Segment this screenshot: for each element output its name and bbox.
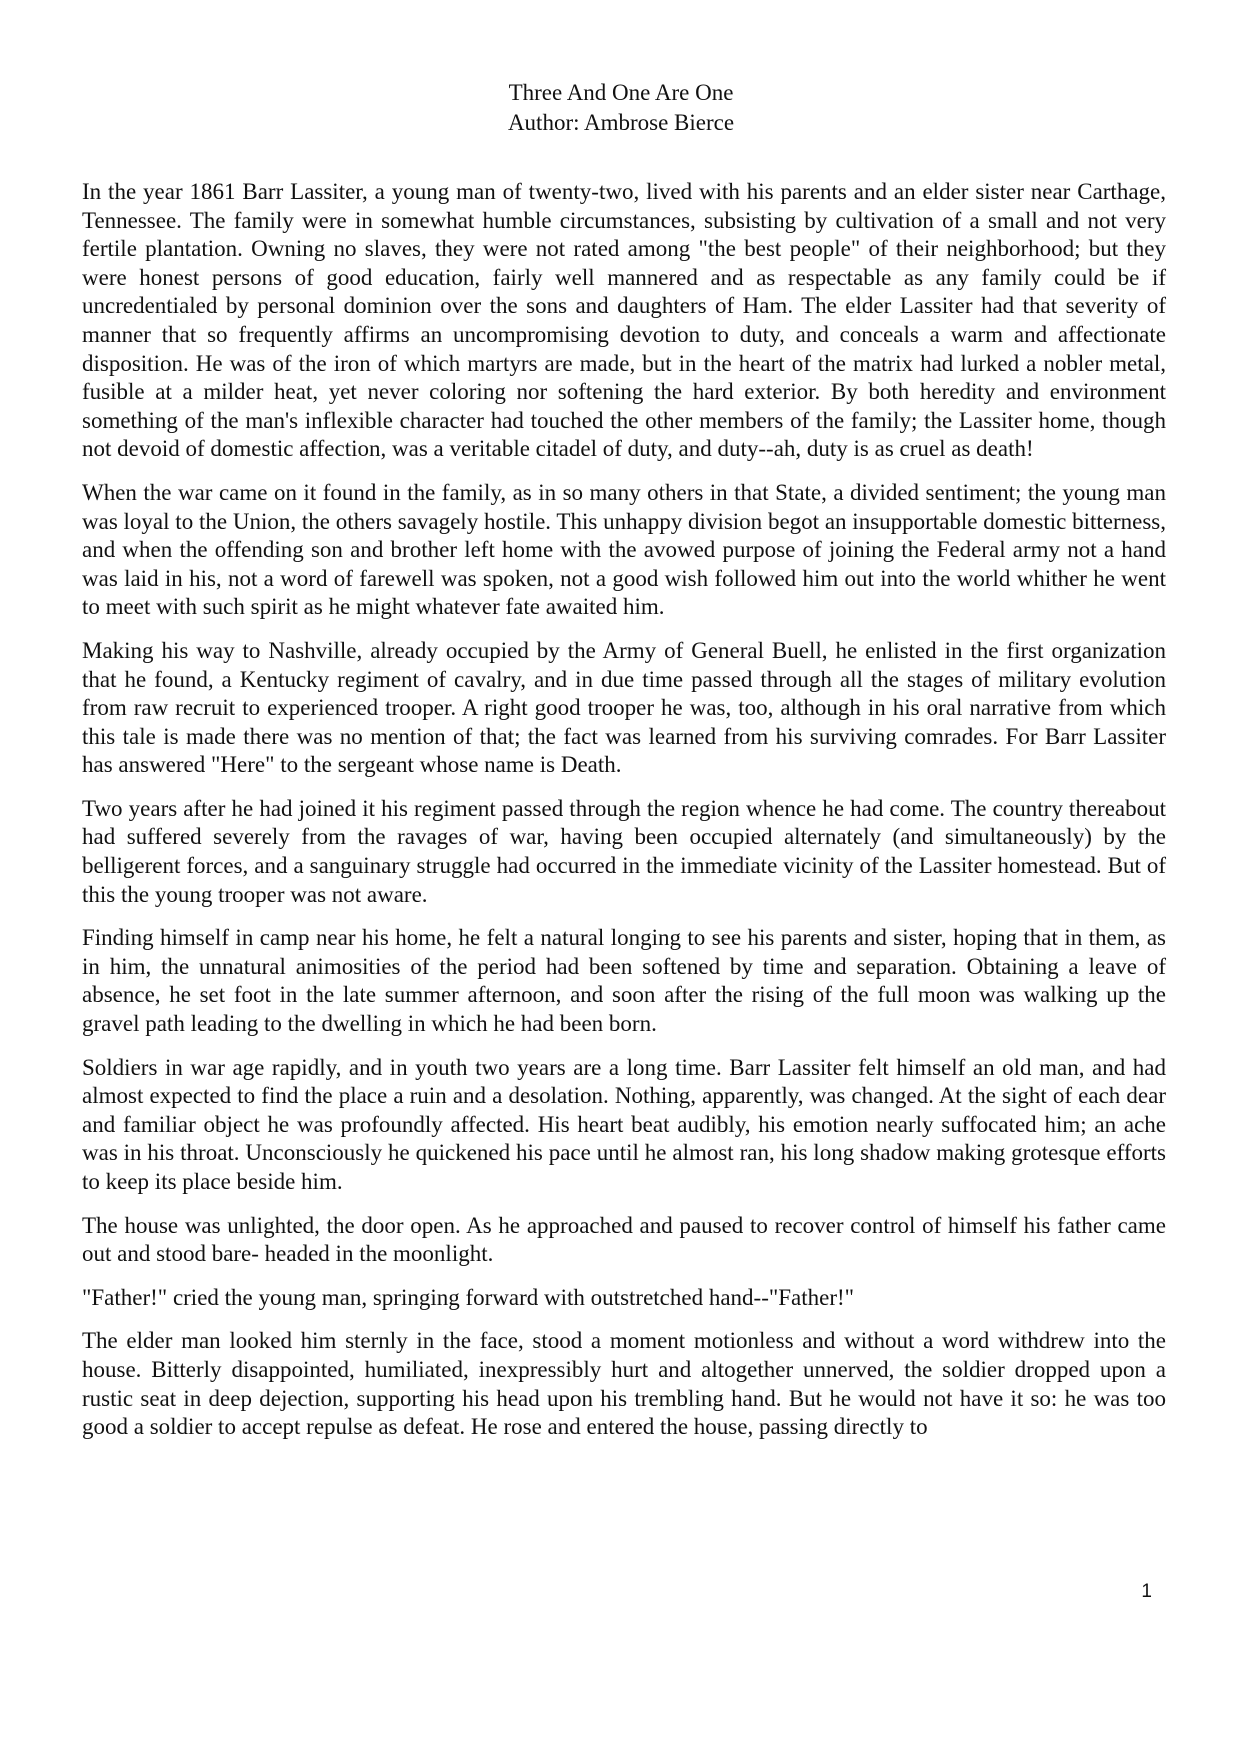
paragraph: In the year 1861 Barr Lassiter, a young man of twenty-two, lived with his parents and an elder sister near Carthage, Tennessee. The family were in somewhat humble circumstances, subsisting by cultivation of a small and not very fertile plantation. Owning no slaves, they were not rated among "the best people" of their neighborhood; but they were honest persons of good education, fairly well mannered and as respectable as any family could be if uncredentialed by personal dominion over the sons and daughters of Ham. The elder Lassiter had that severity of manner that so frequently affirms an uncompromising devotion to duty, and conceals a warm and affectionate disposition. He was of the iron of which martyrs are made, but in the heart of the matrix had lurked a nobler metal, fusible at a milder heat, yet never coloring nor softening the hard exterior. By both heredity and environment something of the man's inflexible character had touched the other members of the family; the Lassiter home, though not devoid of domestic affection, was a veritable citadel of duty, and duty--ah, duty is as cruel as death! [82,179,1166,462]
paragraph: The house was unlighted, the door open. As he approached and paused to recover control of himself his father came out and stood bare- headed in the moonlight. [82,1212,1166,1267]
document-author: Author: Ambrose Bierce [507,110,735,135]
paragraph: Soldiers in war age rapidly, and in youth two years are a long time. Barr Lassiter felt himself an old man, and had almost expected to find the place a ruin and a desolation. Nothing, apparently, was changed. At the sight of each dear and familiar object he was profoundly affected. His heart beat audibly, his emotion nearly suffocated him; an ache was in his throat. Unconsciously he quickened his pace until he almost ran, his long shadow making grotesque efforts to keep its place beside him. [82,1054,1166,1194]
document-body [82,178,1166,1457]
document-title: Three And One Are One [508,80,734,105]
paragraph: "Father!" cried the young man, springing forward with outstretched hand--"Father!" [82,1284,855,1310]
document-header [0,78,1242,138]
paragraph: When the war came on it found in the family, as in so many others in that State, a divided sentiment; the young man was loyal to the Union, the others savagely hostile. This unhappy division begot an insupportable domestic bitterness, and when the offending son and brother left home with the avowed purpose of joining the Federal army not a hand was laid in his, not a word of farewell was spoken, not a good wish followed him out into the world whither he went to meet with such spirit as he might whatever fate awaited him. [82,479,1166,620]
page-number: 1 [1141,1581,1152,1602]
paragraph: Making his way to Nashville, already occupied by the Army of General Buell, he enlisted in the first organization that he found, a Kentucky regiment of cavalry, and in due time passed through all the stages of military evolution from raw recruit to experienced trooper. A right good trooper he was, too, although in his oral narrative from which this tale is made there was no mention of that; the fact was learned from his surviving comrades. For Barr Lassiter has answered "Here" to the sergeant whose name is Death. [82,637,1166,778]
paragraph: Two years after he had joined it his regiment passed through the region whence he had come. The country thereabout had suffered severely from the ravages of war, having been occupied alternately (and simultaneously) by the belligerent forces, and a sanguinary struggle had occurred in the immediate vicinity of the Lassiter homestead. But of this the young trooper was not aware. [82,795,1166,907]
paragraph: Finding himself in camp near his home, he felt a natural longing to see his parents and sister, hoping that in them, as in him, the unnatural animosities of the period had been softened by time and separation. Obtaining a leave of absence, he set foot in the late summer afternoon, and soon after the rising of the full moon was walking up the gravel path leading to the dwelling in which he had been born. [82,925,1166,1037]
paragraph: The elder man looked him sternly in the face, stood a moment motionless and without a word withdrew into the house. Bitterly disappointed, humiliated, inexpressibly hurt and altogether unnerved, the soldier dropped upon a rustic seat in deep dejection, supporting his head upon his trembling hand. But he would not have it so: he was too good a soldier to accept repulse as defeat. He rose and entered the house, passing directly to [82,1328,1166,1440]
